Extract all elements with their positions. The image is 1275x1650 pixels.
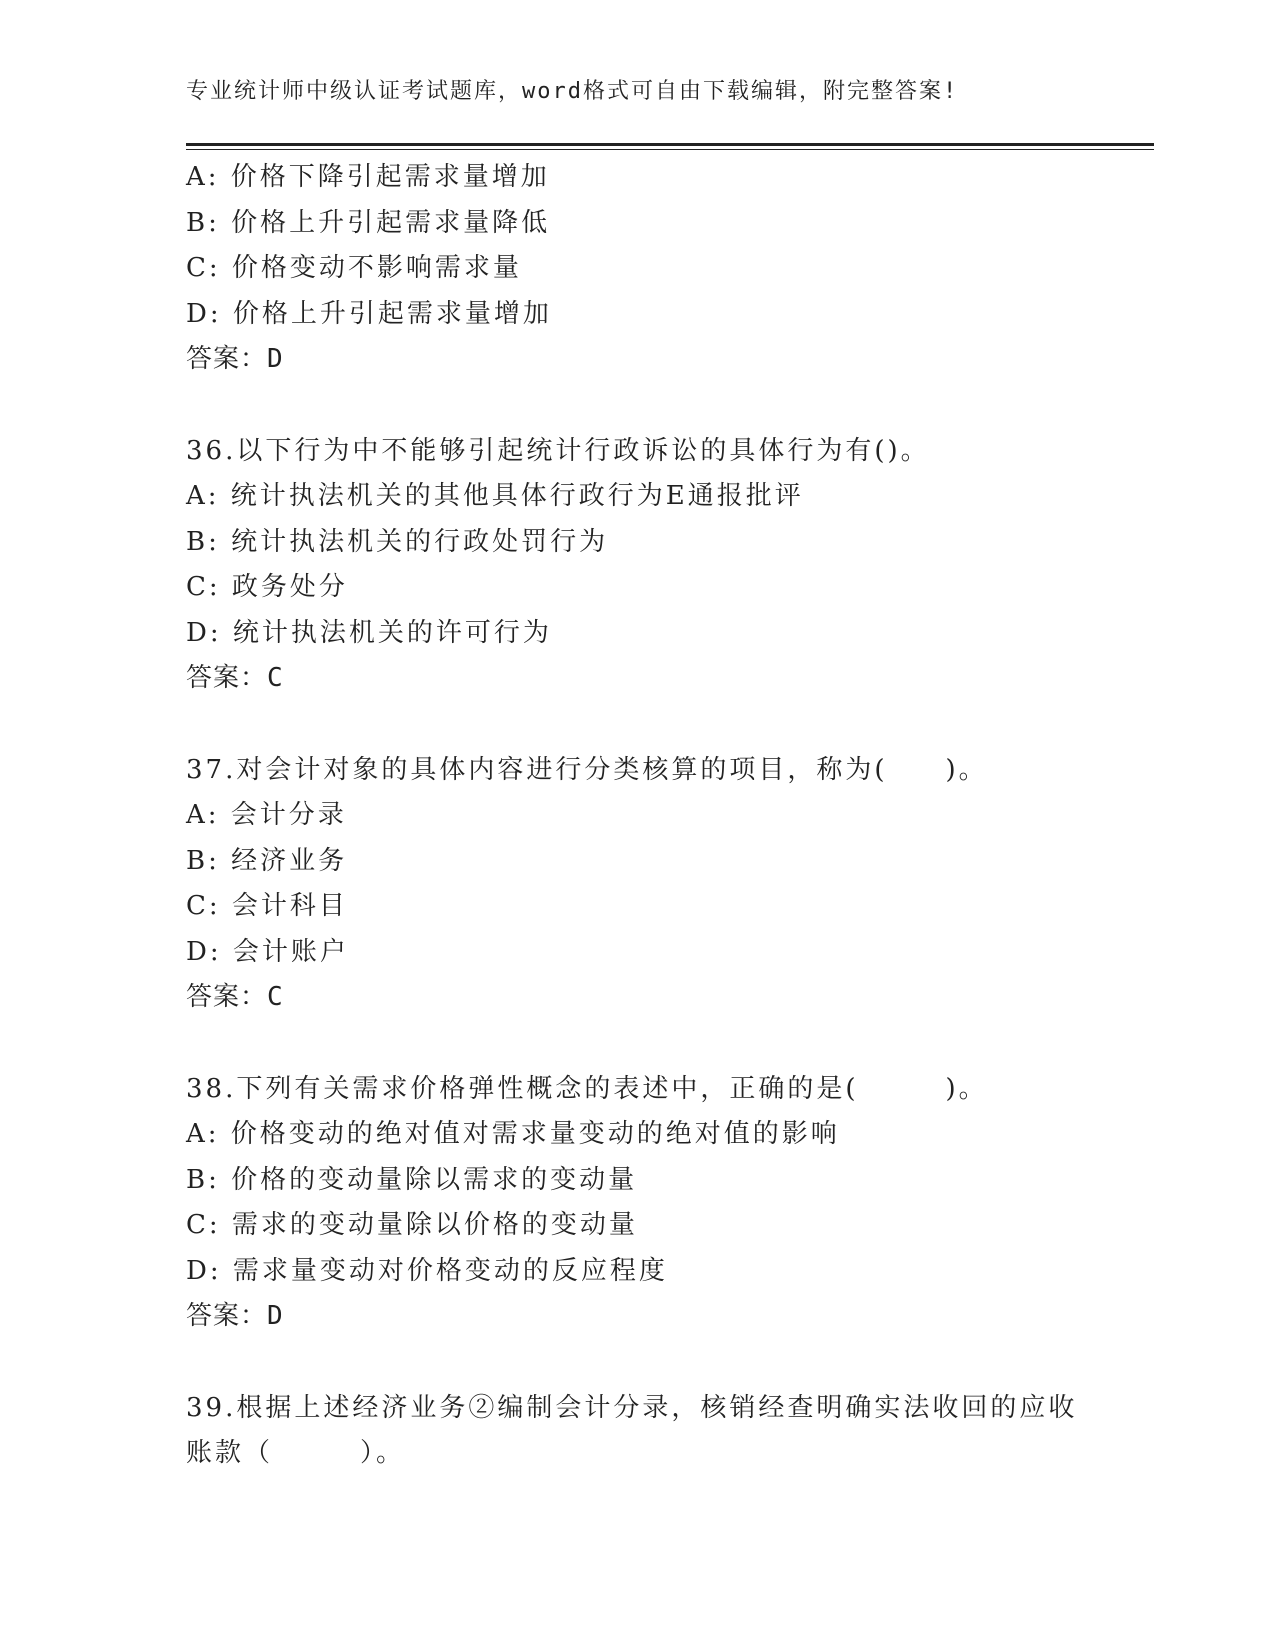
document-body — [186, 155, 1154, 1477]
spacer — [186, 1021, 1154, 1067]
question-stem-line-2: 账款（ ）。 — [186, 1438, 406, 1468]
question-stem: 37.对会计对象的具体内容进行分类核算的项目，称为( )。 — [186, 754, 988, 785]
option-b: B: 经济业务 — [186, 845, 348, 876]
question-36-block — [186, 429, 1154, 702]
question-39-block — [186, 1386, 1154, 1477]
page-header: 专业统计师中级认证考试题库，word格式可自由下载编辑，附完整答案! — [186, 79, 959, 104]
question-stem: 38.下列有关需求价格弹性概念的表述中，正确的是( )。 — [186, 1073, 988, 1104]
option-b: B: 统计执法机关的行政处罚行为 — [186, 526, 609, 557]
option-c: C: 价格变动不影响需求量 — [186, 253, 522, 283]
option-c: C: 政务处分 — [186, 572, 348, 602]
option-a: A: 价格下降引起需求量增加 — [186, 162, 550, 192]
option-b: B: 价格上升引起需求量降低 — [186, 207, 551, 238]
option-c: C: 需求的变动量除以价格的变动量 — [186, 1210, 638, 1240]
option-d: D: 会计账户 — [186, 936, 349, 967]
answer-line: 答案：D — [186, 344, 284, 374]
spacer — [186, 383, 1154, 429]
question-stem: 36.以下行为中不能够引起统计行政诉讼的具体行为有()。 — [186, 435, 930, 466]
question-35-block — [186, 155, 1154, 383]
option-a: A: 会计分录 — [186, 800, 347, 830]
option-a: A: 统计执法机关的其他具体行政行为E通报批评 — [186, 481, 804, 511]
option-d: D: 统计执法机关的许可行为 — [186, 617, 552, 648]
answer-line: 答案：C — [186, 663, 284, 693]
spacer — [186, 1340, 1154, 1386]
option-c: C: 会计科目 — [186, 891, 348, 921]
header-divider — [186, 143, 1154, 150]
spacer — [186, 702, 1154, 748]
option-d: D: 需求量变动对价格变动的反应程度 — [186, 1255, 668, 1286]
question-37-block — [186, 748, 1154, 1021]
answer-line: 答案：D — [186, 1301, 284, 1331]
question-stem-line-1: 39.根据上述经济业务②编制会计分录，核销经查明确实法收回的应收 — [186, 1392, 1078, 1423]
answer-line: 答案：C — [186, 982, 284, 1012]
option-b: B: 价格的变动量除以需求的变动量 — [186, 1164, 638, 1195]
option-d: D: 价格上升引起需求量增加 — [186, 298, 552, 329]
option-a: A: 价格变动的绝对值对需求量变动的绝对值的影响 — [186, 1119, 840, 1149]
question-38-block — [186, 1067, 1154, 1340]
